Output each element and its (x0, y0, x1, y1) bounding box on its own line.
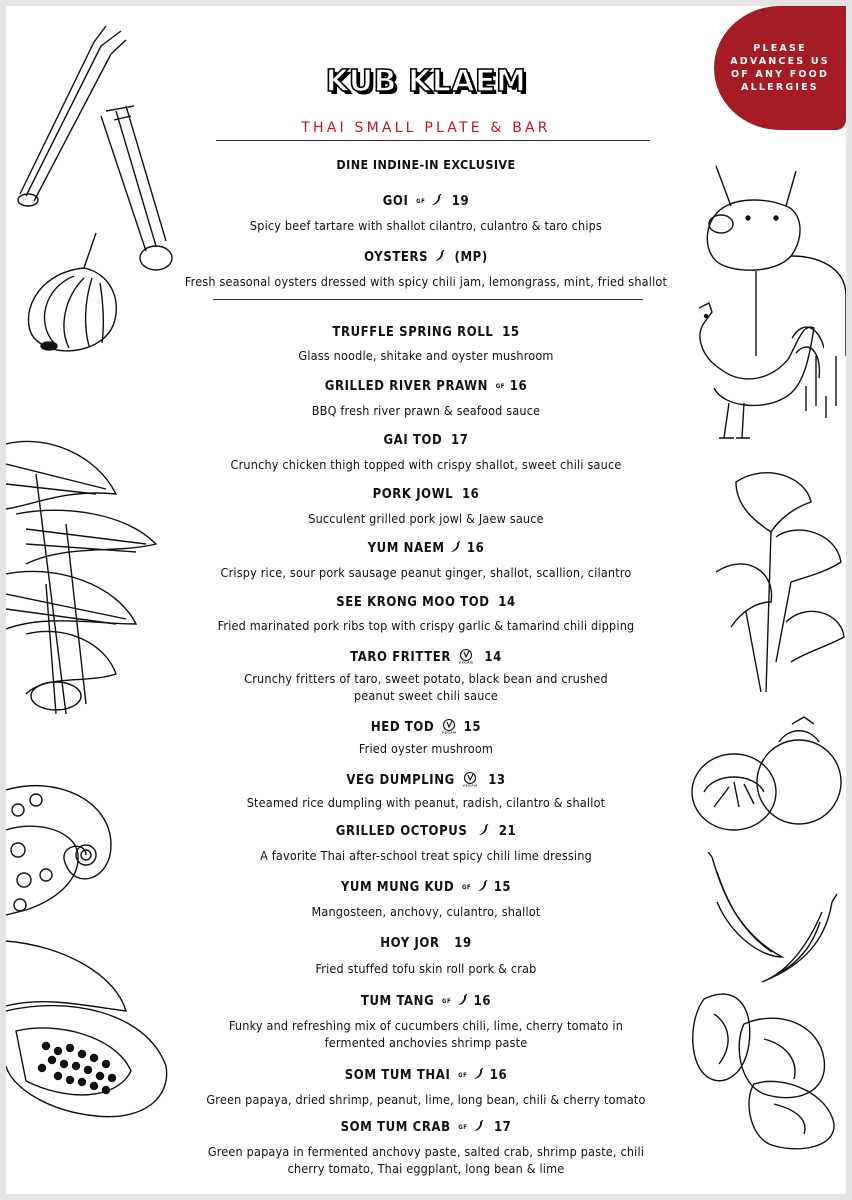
item-name: OYSTERS (364, 250, 429, 265)
item-price: 13 (488, 773, 506, 788)
item-name: TARO FRITTER (350, 650, 451, 665)
vegan-label: VEGAN (458, 660, 474, 664)
item-description-continued: peanut sweet chili sauce (353, 688, 499, 703)
chili-pepper-icon (457, 994, 468, 1006)
item-name: HED TOD (370, 720, 435, 735)
vegan-leaf-icon (441, 718, 457, 734)
item-description: Spicy beef tartare with shallot cilantro, culantro & taro chips (249, 218, 603, 233)
section-divider (213, 299, 643, 300)
item-name: GAI TOD (383, 433, 443, 448)
menu-item-grilled-octopus (6, 824, 846, 839)
item-name: SOM TUM CRAB (340, 1120, 451, 1135)
item-name: GRILLED OCTOPUS (335, 824, 468, 839)
item-name: YUM NAEM (367, 541, 445, 556)
item-description: BBQ fresh river prawn & seafood sauce (311, 403, 541, 418)
item-name: SEE KRONG MOO TOD (336, 595, 490, 610)
item-description: Funky and refreshing mix of cucumbers chili, lime, cherry tomato in (228, 1018, 624, 1033)
item-price: 19 (451, 194, 470, 209)
item-description: Steamed rice dumpling with peanut, radish, cilantro & shallot (246, 795, 606, 810)
item-description: Crunchy fritters of taro, sweet potato, black bean and crushed (244, 671, 608, 686)
menu-item-yum-mung-kud (6, 880, 846, 895)
item-price: 16 (461, 487, 480, 502)
chili-pepper-icon (473, 1120, 484, 1132)
item-price: 17 (493, 1120, 512, 1135)
gluten-free-tag: GF (458, 1124, 468, 1131)
menu-page (6, 6, 846, 1194)
item-name: TUM TANG (360, 994, 435, 1009)
item-price: 15 (493, 880, 512, 895)
restaurant-title: KUB KLAEM (325, 64, 527, 99)
item-name: GOI (382, 194, 409, 209)
gluten-free-tag: GF (416, 198, 426, 205)
chili-pepper-icon (478, 824, 489, 836)
item-description: Succulent grilled pork jowl & Jaew sauce (308, 511, 544, 526)
item-description: Mangosteen, anchovy, culantro, shallot (311, 904, 541, 919)
menu-item-gai-tod (6, 433, 846, 448)
item-price: 14 (498, 595, 516, 610)
gluten-free-tag: GF (458, 1072, 468, 1079)
item-price: (MP) (454, 250, 488, 265)
chili-pepper-icon (473, 1068, 484, 1080)
menu-item-pork-jowl (6, 487, 846, 502)
item-price: 17 (451, 433, 469, 448)
item-description-continued: fermented anchovies shrimp paste (324, 1035, 528, 1050)
chili-pepper-icon (450, 541, 461, 553)
item-description: Crispy rice, sour pork sausage peanut ginger, shallot, scallion, cilantro (220, 565, 632, 580)
menu-item-hed-tod (6, 718, 846, 735)
vegan-label: VEGAN (462, 783, 477, 787)
vegan-label: VEGAN (441, 730, 457, 734)
item-description: Fried oyster mushroom (358, 741, 494, 756)
section-title: DINE INDINE-IN EXCLUSIVE (336, 157, 516, 172)
item-description: Green papaya, dried shrimp, peanut, lime, long bean, chili & cherry tomato (206, 1092, 646, 1107)
menu-item-taro-fritter (6, 648, 846, 665)
item-name: YUM MUNG KUD (340, 880, 455, 895)
item-price: 15 (463, 720, 482, 735)
item-name: SOM TUM THAI (344, 1068, 451, 1083)
item-description: Fried marinated pork ribs top with crispy garlic & tamarind chili dipping (217, 618, 635, 633)
item-description: Fried stuffed tofu skin roll pork & crab (315, 961, 537, 976)
item-description-continued: cherry tomato, Thai eggplant, long bean & lime (287, 1161, 565, 1176)
item-description: A favorite Thai after-school treat spicy chili lime dressing (260, 848, 592, 863)
rooster-illustration (684, 298, 824, 448)
item-description: Fresh seasonal oysters dressed with spicy chili jam, lemongrass, mint, fried shallot (184, 274, 668, 289)
header-divider (216, 140, 650, 141)
menu-item-grilled-river-prawn (6, 379, 846, 394)
menu-item-goi (6, 194, 846, 209)
menu-item-yum-naem (6, 541, 846, 556)
menu-item-tum-tang (6, 994, 846, 1009)
item-price: 16 (466, 541, 485, 556)
menu-item-veg-dumpling (6, 771, 846, 788)
item-name: VEG DUMPLING (346, 773, 455, 788)
item-price: 21 (498, 824, 517, 839)
gluten-free-tag: GF (462, 884, 472, 891)
item-price: 19 (454, 936, 472, 951)
vegan-leaf-icon (458, 648, 474, 664)
gluten-free-tag: GF (495, 383, 506, 390)
item-price: 15 (502, 325, 520, 340)
restaurant-subtitle: THAI SMALL PLATE & BAR (301, 120, 551, 136)
gluten-free-tag: GF (441, 998, 452, 1005)
chili-pepper-icon (431, 194, 442, 206)
menu-item-som-tum-thai (6, 1068, 846, 1083)
chili-pepper-icon (477, 880, 488, 892)
menu-item-see-krong-moo-tod (6, 595, 846, 610)
item-description: Crunchy chicken thigh topped with crispy shallot, sweet chili sauce (230, 457, 622, 472)
item-price: 14 (484, 650, 502, 665)
item-name: PORK JOWL (372, 487, 454, 502)
item-name: HOY JOR (380, 936, 440, 951)
menu-item-hoy-jor (6, 936, 846, 951)
menu-item-truffle-spring-roll (6, 325, 846, 340)
item-description: Green papaya in fermented anchovy paste, salted crab, shrimp paste, chili (207, 1144, 645, 1159)
item-price: 16 (489, 1068, 508, 1083)
item-name: GRILLED RIVER PRAWN (324, 379, 489, 394)
menu-item-oysters (6, 250, 846, 265)
chili-pepper-icon (434, 250, 445, 262)
item-price: 16 (473, 994, 492, 1009)
allergy-notice-text: PLEASE ADVANCES US OF ANY FOOD ALLERGIES (730, 43, 830, 93)
vegan-leaf-icon (462, 771, 478, 787)
item-price: 16 (509, 379, 528, 394)
menu-item-som-tum-crab (6, 1120, 846, 1135)
item-description: Glass noodle, shitake and oyster mushroom (298, 348, 554, 363)
item-name: TRUFFLE SPRING ROLL (332, 325, 494, 340)
